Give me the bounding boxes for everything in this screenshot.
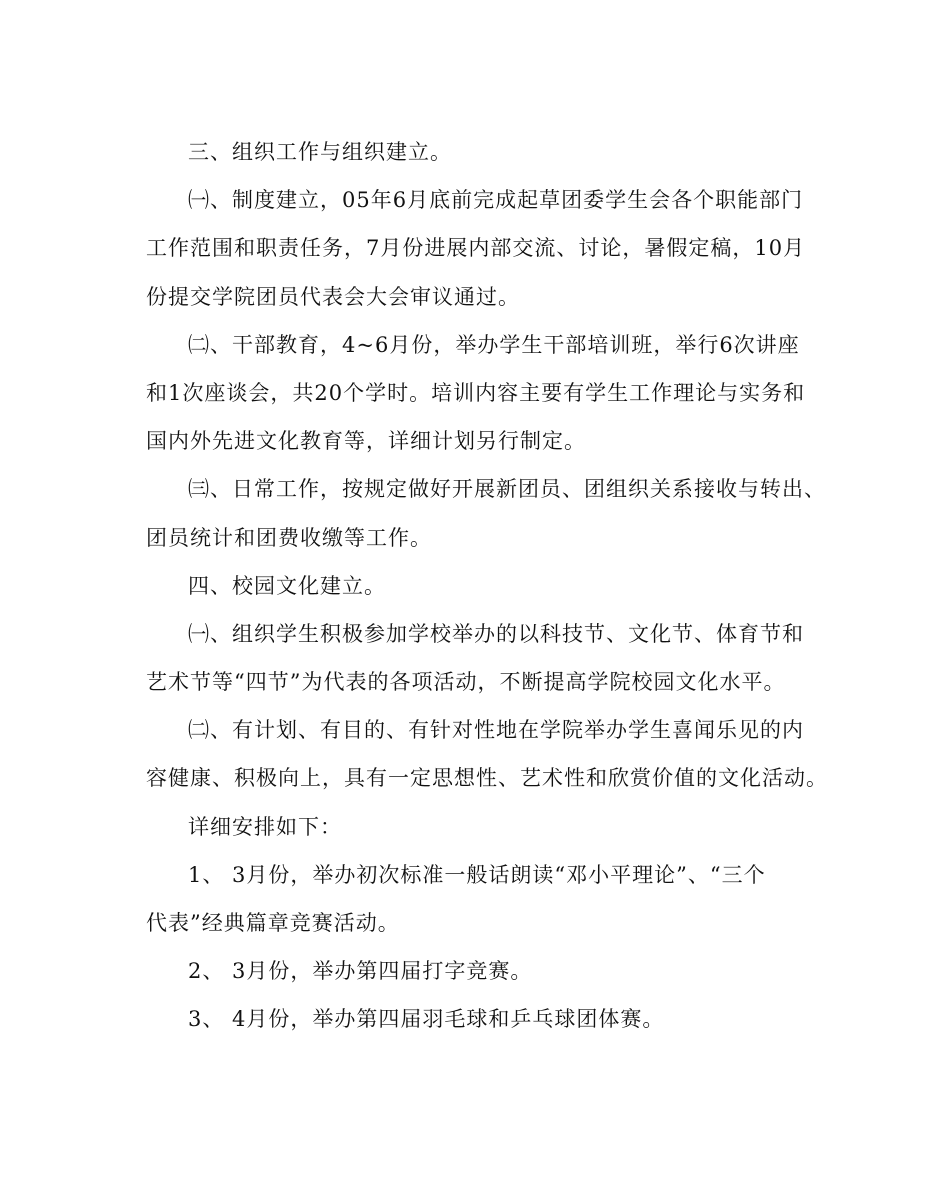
paragraph-line: ㈠、制度建立，05年6月底前完成起草团委学生会各个职能部门: [188, 188, 804, 213]
paragraph-line: ㈡、干部教育，4~6月份，举办学生干部培训班，举行6次讲座: [188, 332, 800, 357]
schedule-item: 1、 3月份，举办初次标准一般话朗读“邓小平理论”、“三个: [188, 862, 766, 887]
schedule-item-continued: 代表”经典篇章竞赛活动。: [146, 911, 400, 935]
paragraph-line: 容健康、积极向上，具有一定思想性、艺术性和欣赏价值的文化活动。: [146, 766, 828, 791]
paragraph-line: ㈡、有计划、有目的、有针对性地在学院举办学生喜闻乐见的内: [188, 718, 804, 743]
paragraph-line: 份提交学院团员代表会大会审议通过。: [146, 284, 520, 309]
section-heading-campus-culture: 四、校园文化建立。: [188, 573, 386, 598]
section-heading-organization: 三、组织工作与组织建立。: [188, 140, 452, 164]
paragraph-line: 和1次座谈会，共20个学时。培训内容主要有学生工作理论与实务和: [146, 380, 806, 405]
schedule-intro: 详细安排如下：: [188, 814, 342, 839]
paragraph-line: 团员统计和团费收缴等工作。: [146, 525, 432, 550]
paragraph-line: 工作范围和职责任务，7月份进展内部交流、讨论，暑假定稿，10月: [146, 236, 806, 261]
paragraph-line: ㈢、日常工作，按规定做好开展新团员、团组织关系接收与转出、: [188, 477, 826, 502]
schedule-item: 2、 3月份，举办第四届打字竞赛。: [188, 959, 533, 984]
paragraph-line: 艺术节等“四节”为代表的各项活动，不断提高学院校园文化水平。: [146, 670, 786, 695]
paragraph-line: ㈠、组织学生积极参加学校举办的以科技节、文化节、体育节和: [188, 621, 804, 646]
schedule-item: 3、 4月份，举办第四届羽毛球和乒乓球团体赛。: [188, 1007, 665, 1032]
paragraph-line: 国内外先进文化教育等，详细计划另行制定。: [146, 429, 586, 454]
document-body: [146, 128, 826, 1044]
